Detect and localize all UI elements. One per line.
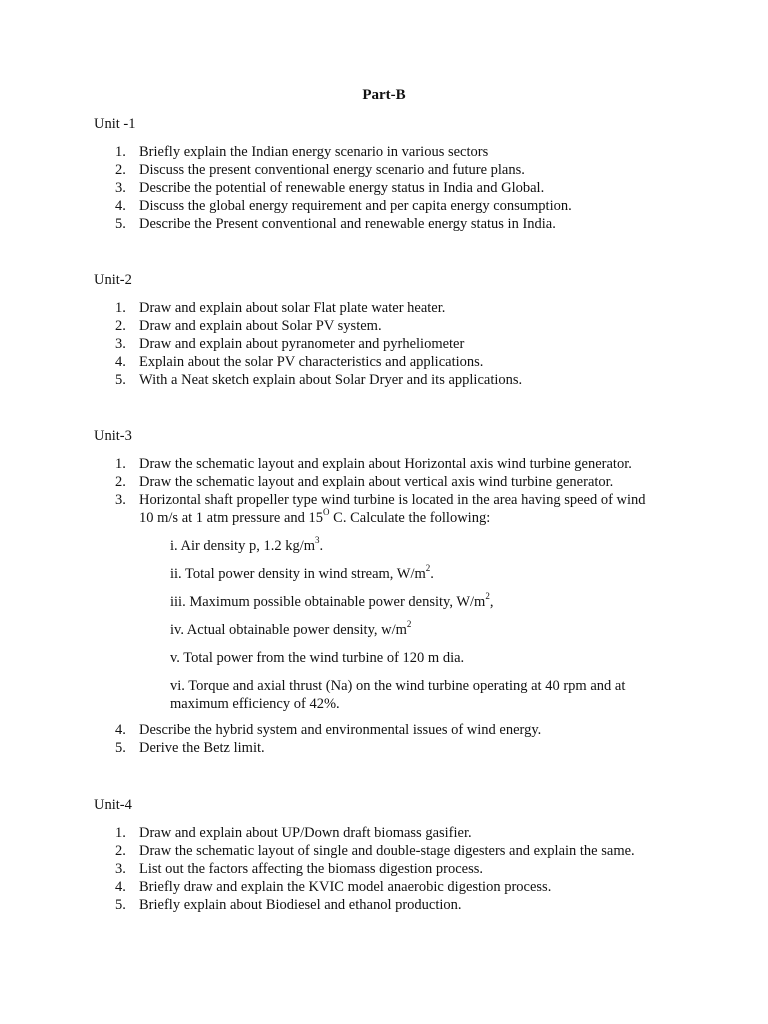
item-number: 4. — [115, 879, 126, 895]
list-item — [96, 860, 696, 878]
question-text: Draw the schematic layout and explain about Horizontal axis wind turbine generator. — [139, 456, 632, 472]
list-item — [96, 335, 696, 353]
list-item — [96, 215, 696, 233]
sub-question-text: iii. Maximum possible obtainable power density, W/m — [170, 594, 486, 610]
item-number: 1. — [115, 456, 126, 472]
item-number: 1. — [115, 144, 126, 160]
question-text: Draw and explain about pyranometer and pyrheliometer — [139, 336, 465, 352]
sub-question — [170, 677, 660, 713]
item-number: 4. — [115, 722, 126, 738]
sub-question — [170, 565, 659, 583]
unit-2-question-list — [96, 299, 696, 389]
question-text: Describe the Present conventional and renewable energy status in India. — [139, 216, 556, 232]
superscript: 2 — [485, 591, 490, 602]
question-text: Derive the Betz limit. — [139, 740, 265, 756]
item-number: 4. — [115, 198, 126, 214]
question-text: With a Neat sketch explain about Solar Dryer and its applications. — [139, 372, 523, 388]
list-item — [96, 842, 696, 860]
item-number: 3. — [115, 861, 126, 877]
list-item — [96, 739, 696, 757]
list-item — [96, 317, 696, 335]
list-item — [96, 455, 696, 473]
question-text: Describe the potential of renewable energy status in India and Global. — [139, 180, 545, 196]
question-text: Explain about the solar PV characteristics and applications. — [139, 354, 484, 370]
unit-1-question-list — [96, 143, 696, 233]
sub-question-tail: . — [430, 566, 434, 582]
question-text: Discuss the present conventional energy scenario and future plans. — [139, 162, 525, 178]
item-number: 3. — [115, 336, 126, 352]
item-number: 2. — [115, 318, 126, 334]
unit-4-question-list — [96, 824, 696, 914]
superscript: 2 — [425, 563, 431, 574]
question-text: Briefly draw and explain the KVIC model anaerobic digestion process. — [139, 879, 552, 895]
superscript: 3 — [315, 535, 320, 546]
sub-question — [170, 537, 659, 555]
sub-question-text: i. Air density p, 1.2 kg/m — [170, 538, 315, 554]
unit-3-heading: Unit-3 — [94, 428, 132, 444]
list-item — [96, 721, 696, 739]
question-text: Draw and explain about UP/Down draft biomass gasifier. — [139, 825, 472, 841]
item-number: 5. — [115, 897, 126, 913]
question-text: Draw and explain about Solar PV system. — [139, 318, 382, 334]
list-item — [96, 878, 696, 896]
unit-1-heading: Unit -1 — [94, 116, 136, 132]
list-item — [96, 371, 696, 389]
question-text: Draw the schematic layout of single and double-stage digesters and explain the same. — [139, 843, 635, 859]
item-number: 2. — [115, 474, 126, 490]
question-text: Briefly explain the Indian energy scenario in various sectors — [139, 144, 489, 160]
list-item — [96, 824, 696, 842]
sub-question-text: ii. Total power density in wind stream, W/m — [170, 566, 426, 582]
item-number: 5. — [115, 216, 126, 232]
item-number: 2. — [115, 843, 126, 859]
list-item — [96, 491, 659, 713]
item-number: 4. — [115, 354, 126, 370]
sub-question-list — [170, 527, 659, 713]
item-number: 1. — [115, 825, 126, 841]
list-item — [96, 896, 696, 914]
superscript: 2 — [406, 619, 412, 630]
item-number: 5. — [115, 372, 126, 388]
question-text: List out the factors affecting the biomass digestion process. — [139, 861, 484, 877]
question-text: Discuss the global energy requirement and per capita energy consumption. — [139, 198, 572, 214]
item-number: 2. — [115, 162, 126, 178]
item-number: 1. — [115, 300, 126, 316]
question-text-tail: C. Calculate the following: — [329, 510, 491, 526]
sub-question — [170, 593, 659, 611]
list-item — [96, 179, 696, 197]
sub-question-tail: , — [489, 594, 494, 610]
list-item — [96, 353, 696, 371]
list-item — [96, 161, 696, 179]
unit-4-heading: Unit-4 — [94, 797, 132, 813]
unit-3-question-list — [96, 455, 696, 757]
question-text: Horizontal shaft propeller type wind turbine is located in the area having speed of wind 10 m/s at 1 atm pressure and 15 — [139, 492, 646, 526]
sub-question-tail: . — [319, 538, 324, 554]
question-text: Draw and explain about solar Flat plate water heater. — [139, 300, 446, 316]
unit-2-heading: Unit-2 — [94, 272, 132, 288]
sub-question-text: v. Total power from the wind turbine of 120 m dia. — [170, 650, 465, 666]
item-number: 3. — [115, 492, 126, 508]
item-number: 3. — [115, 180, 126, 196]
list-item — [96, 299, 696, 317]
list-item — [96, 197, 696, 215]
question-text: Draw the schematic layout and explain about vertical axis wind turbine generator. — [139, 474, 614, 490]
list-item — [96, 473, 696, 491]
sub-question-text: iv. Actual obtainable power density, w/m — [170, 622, 407, 638]
sub-question — [170, 649, 659, 667]
question-text: Describe the hybrid system and environmental issues of wind energy. — [139, 722, 542, 738]
list-item — [96, 143, 696, 161]
question-text: Briefly explain about Biodiesel and ethanol production. — [139, 897, 462, 913]
sub-question-text: vi. Torque and axial thrust (Na) on the wind turbine operating at 40 rpm and at maximum efficiency of 42%. — [170, 678, 626, 712]
item-number: 5. — [115, 740, 126, 756]
page-title: Part-B — [362, 87, 406, 103]
superscript: O — [323, 507, 330, 518]
sub-question — [170, 621, 659, 639]
